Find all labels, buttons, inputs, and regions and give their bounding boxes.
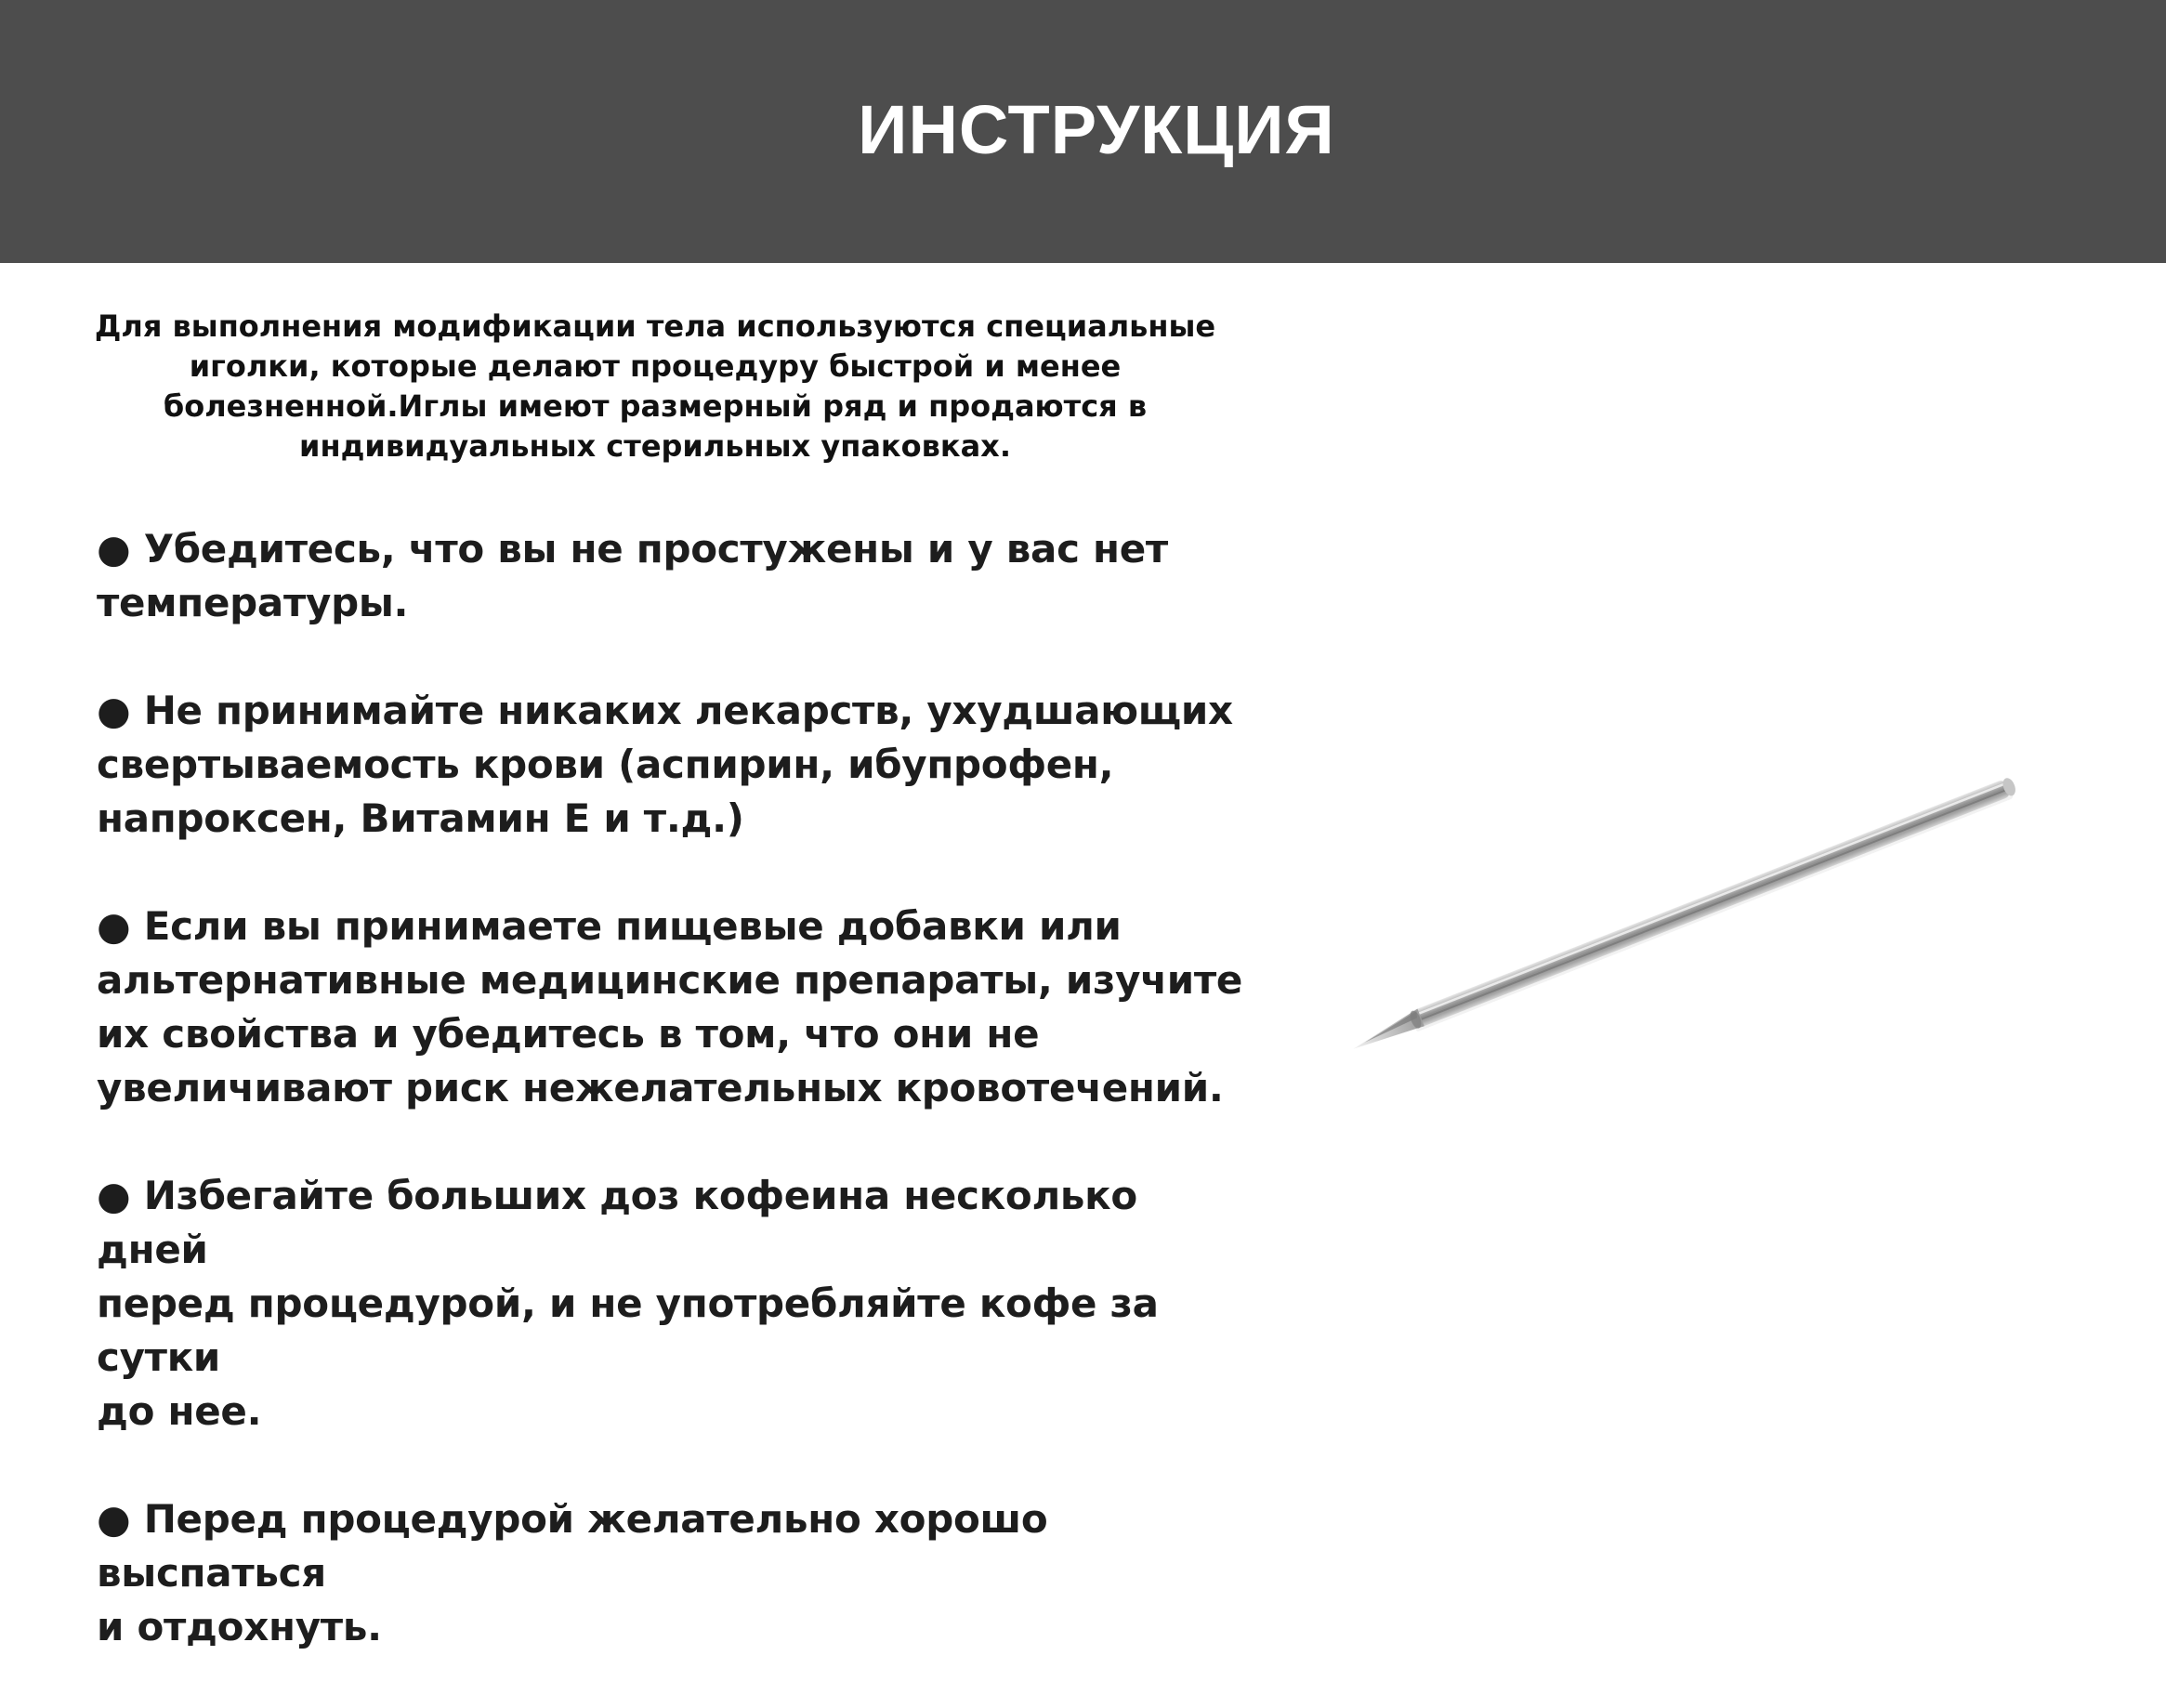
instruction-line: перед процедурой, и не употребляйте кофе за сутки: [97, 1281, 1159, 1380]
intro-paragraph: [93, 307, 1217, 466]
instruction-line: свертываемость крови (аспирин, ибупрофен,: [97, 742, 1114, 787]
bullet-icon: ●: [97, 1173, 131, 1218]
bullet-icon: ●: [97, 688, 131, 733]
instruction-line: их свойства и убедитесь в том, что они не: [97, 1011, 1040, 1057]
instruction-line: Если вы принимаете пищевые добавки или: [143, 903, 1122, 949]
header-title-container: [650, 90, 1542, 170]
instruction-line: Избегайте больших доз кофеина несколько дней: [97, 1173, 1137, 1272]
instruction-line: Перед процедурой желательно хорошо выспаться: [97, 1496, 1048, 1596]
instruction-line: увеличивают риск нежелательных кровотечений.: [97, 1065, 1224, 1110]
instruction-item: [97, 900, 1258, 1115]
intro-line: Для выполнения модификации тела используются специальные: [94, 309, 1216, 344]
instruction-line: Не принимайте никаких лекарств, ухудшающих: [143, 688, 1233, 733]
instruction-item: [97, 522, 1258, 630]
instruction-line: альтернативные медицинские препараты, изучите: [97, 957, 1243, 1003]
header-bar: [0, 0, 2166, 263]
bullet-icon: ●: [97, 903, 131, 949]
intro-line: болезненной.Иглы имеют размерный ряд и продаются в: [163, 388, 1148, 424]
needle-icon: [1338, 716, 2026, 1059]
bullet-icon: ●: [97, 1496, 131, 1542]
instruction-line: температуры.: [97, 580, 409, 625]
page-title: ИНСТРУКЦИЯ: [858, 91, 1335, 168]
intro-line: индивидуальных стерильных упаковках.: [299, 428, 1011, 464]
instruction-item: [97, 1169, 1258, 1439]
instruction-line: напроксен, Витамин Е и т.д.): [97, 795, 744, 841]
instruction-line: Убедитесь, что вы не простужены и у вас нет: [143, 526, 1168, 572]
bullet-icon: ●: [97, 526, 131, 572]
needle-image: [1338, 716, 2026, 1059]
instruction-list: [97, 522, 1258, 1708]
intro-line: иголки, которые делают процедуру быстрой и менее: [189, 348, 1122, 384]
instruction-line: и отдохнуть.: [97, 1604, 382, 1649]
instruction-line: до нее.: [97, 1388, 262, 1434]
instruction-item: [97, 1492, 1258, 1654]
instruction-item: [97, 684, 1258, 846]
